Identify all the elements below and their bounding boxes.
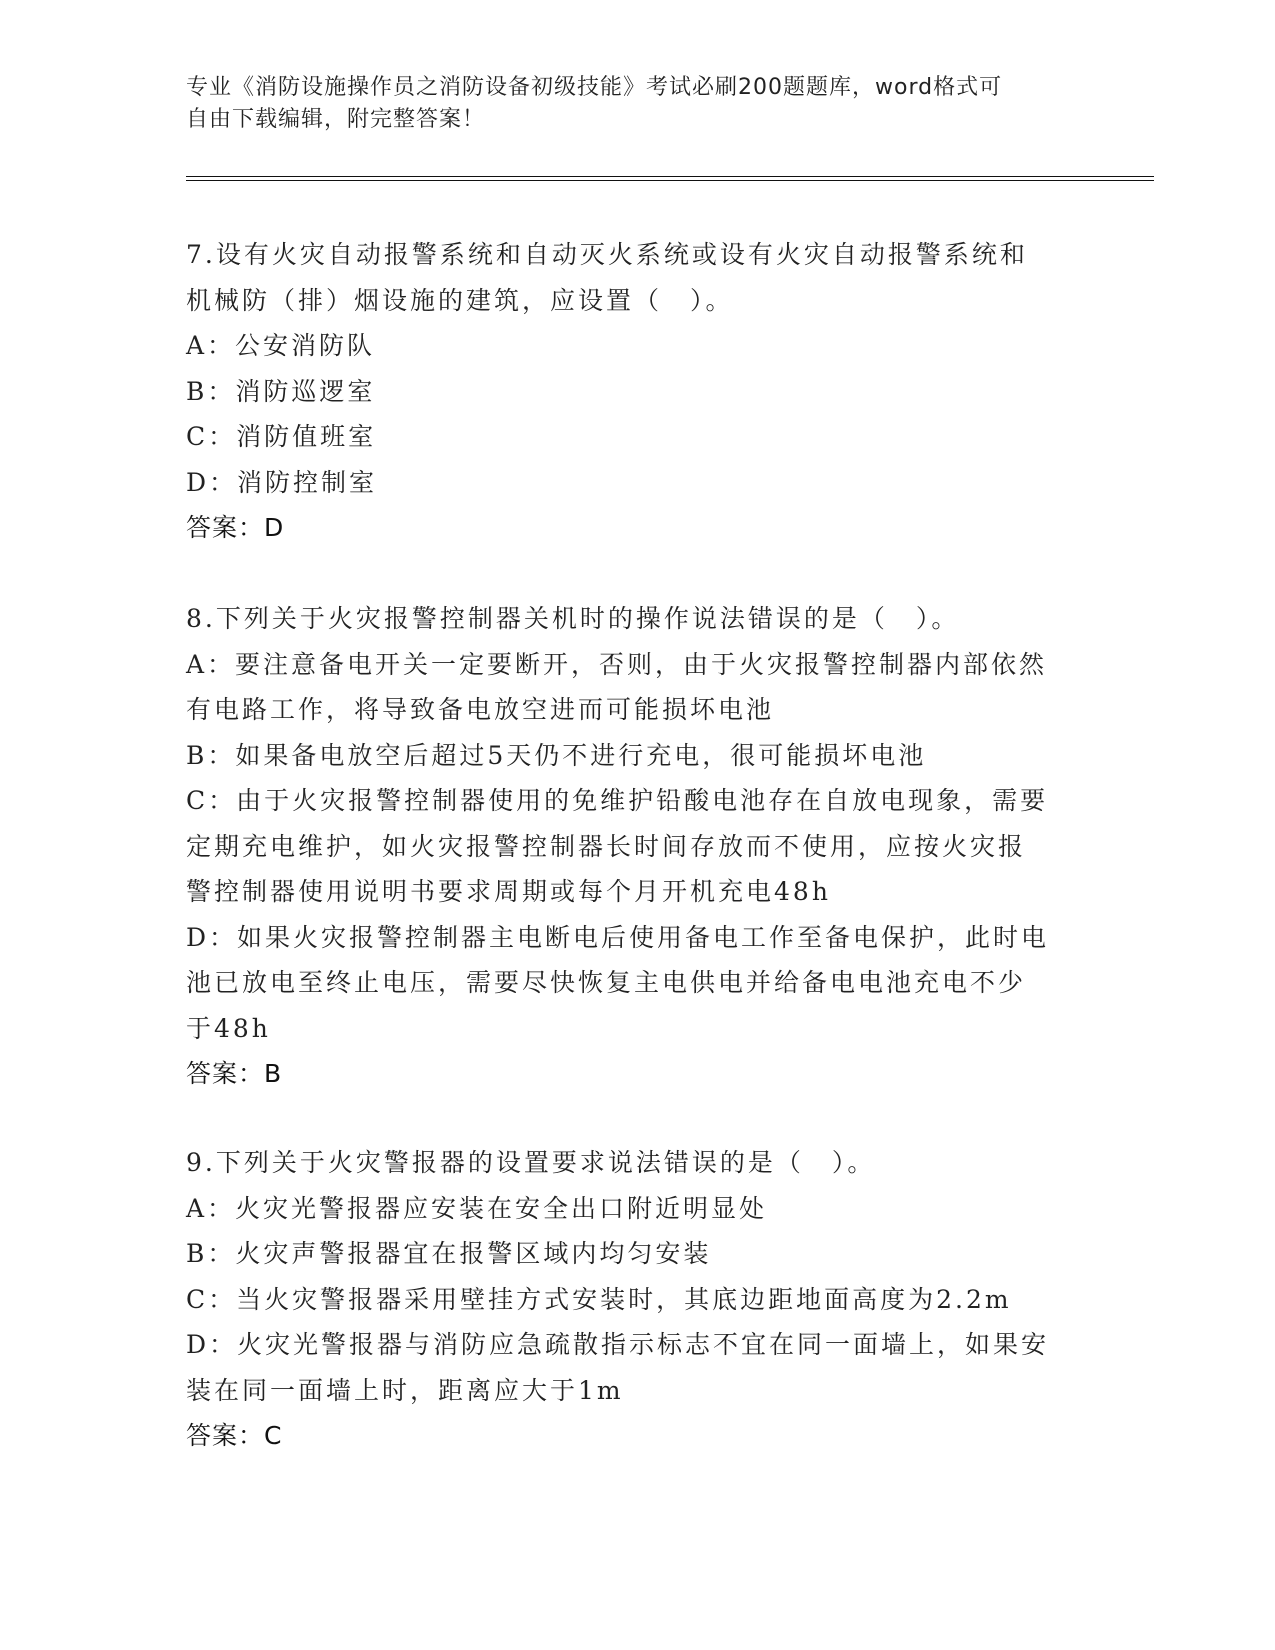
option-d-continued: 装在同一面墙上时，距离应大于1m	[186, 1375, 624, 1405]
header-divider	[186, 176, 1154, 181]
option-d: D：如果火灾报警控制器主电断电后使用备电工作至备电保护，此时电	[186, 922, 1050, 952]
option-a: A：火灾光警报器应安装在安全出口附近明显处	[186, 1193, 768, 1223]
document-header	[186, 72, 1066, 136]
option-a-continued: 有电路工作，将导致备电放空进而可能损坏电池	[186, 695, 775, 724]
question-stem: 7.设有火灾自动报警系统和自动灭火系统或设有火灾自动报警系统和	[186, 240, 1028, 269]
header-line: 自由下载编辑，附完整答案！	[186, 107, 486, 132]
question-stem: 9.下列关于火灾警报器的设置要求说法错误的是（ ）。	[186, 1148, 876, 1177]
option-c-continued: 警控制器使用说明书要求周期或每个月开机充电48h	[186, 877, 831, 906]
answer-label: 答案：D	[186, 513, 285, 542]
option-c-continued: 定期充电维护，如火灾报警控制器长时间存放而不使用，应按火灾报	[186, 831, 1027, 861]
option-d: D：消防控制室	[186, 467, 378, 497]
option-b: B：火灾声警报器宜在报警区域内均匀安装	[186, 1239, 712, 1268]
answer-label: 答案：C	[186, 1421, 283, 1450]
option-b: B：消防巡逻室	[186, 376, 376, 406]
question-9	[186, 1140, 1086, 1459]
option-c: C：当火灾警报器采用壁挂方式安装时，其底边距地面高度为2.2m	[186, 1284, 1012, 1314]
option-c: C：由于火灾报警控制器使用的免维护铅酸电池存在自放电现象，需要	[186, 786, 1049, 815]
option-d-continued: 于48h	[186, 1013, 271, 1043]
question-stem: 机械防（排）烟设施的建筑，应设置（ ）。	[186, 285, 734, 315]
question-stem: 8.下列关于火灾报警控制器关机时的操作说法错误的是（ ）。	[186, 604, 960, 633]
question-8	[186, 596, 1086, 1097]
option-a: A：公安消防队	[186, 331, 376, 360]
answer-label: 答案：B	[186, 1059, 283, 1088]
option-d-continued: 池已放电至终止电压，需要尽快恢复主电供电并给备电电池充电不少	[186, 968, 1027, 997]
option-a: A：要注意备电开关一定要断开，否则，由于火灾报警控制器内部依然	[186, 649, 1048, 679]
option-d: D：火灾光警报器与消防应急疏散指示标志不宜在同一面墙上，如果安	[186, 1330, 1050, 1359]
question-7	[186, 232, 1086, 551]
option-c: C：消防值班室	[186, 422, 377, 451]
option-b: B：如果备电放空后超过5天仍不进行充电，很可能损坏电池	[186, 740, 927, 770]
header-line: 专业《消防设施操作员之消防设备初级技能》考试必刷200题题库，word格式可	[186, 75, 1003, 100]
